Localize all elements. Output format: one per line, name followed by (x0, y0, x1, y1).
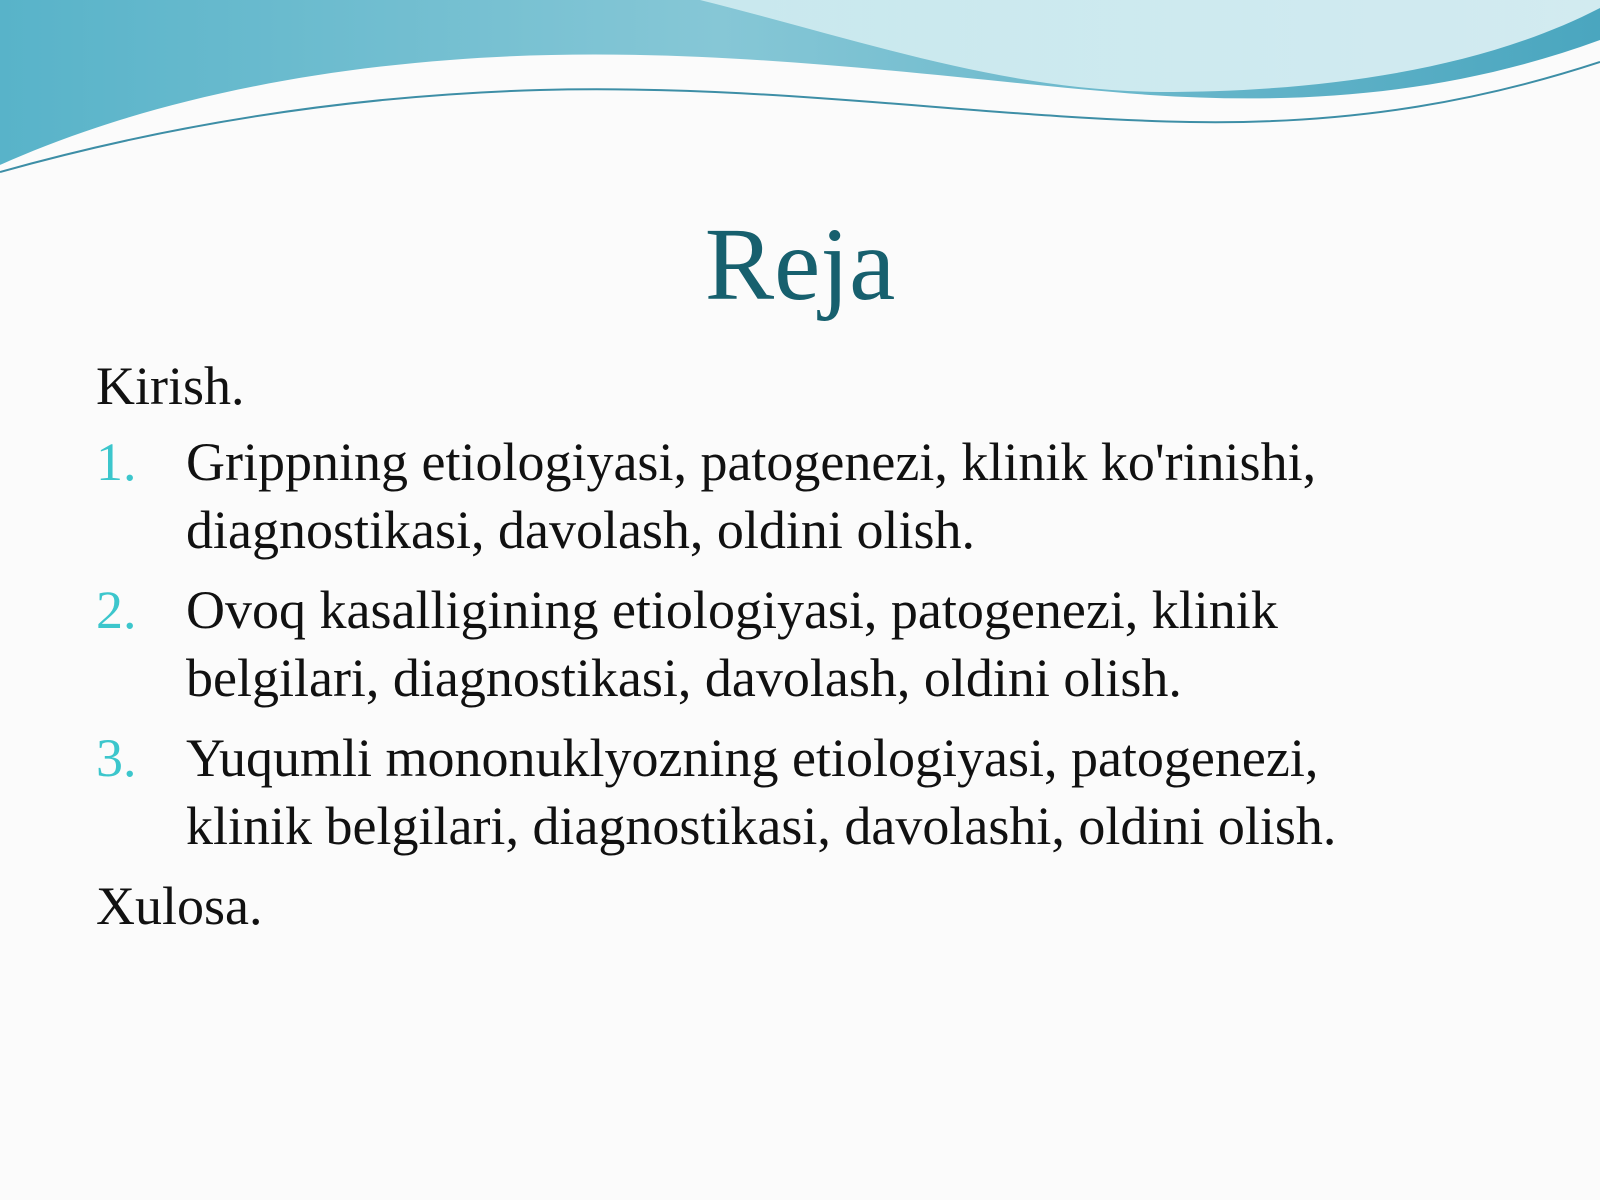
list-number-3: 3. (96, 728, 137, 788)
list-number-2: 2. (96, 580, 137, 640)
list-item-3-line-1: Yuqumli mononuklyozning etiologiyasi, patogenezi, (186, 728, 1319, 788)
wave-header-decoration (0, 0, 1600, 200)
list-item-1-line-1: Grippning etiologiyasi, patogenezi, klinik ko'rinishi, (186, 432, 1317, 492)
list-item-3 (96, 724, 1536, 860)
list-item-1-line-2: diagnostikasi, davolash, oldini olish. (186, 500, 975, 560)
list-item-1 (96, 428, 1536, 564)
list-number-1: 1. (96, 432, 137, 492)
list-item-2 (96, 576, 1536, 712)
list-item-3-line-2: klinik belgilari, diagnostikasi, davolashi, oldini olish. (186, 796, 1337, 856)
conclusion-text: Xulosa. (96, 876, 263, 936)
intro-text: Kirish. (96, 356, 245, 416)
list-item-2-line-1: Ovoq kasalligining etiologiyasi, patogenezi, klinik (186, 580, 1278, 640)
list-item-2-line-2: belgilari, diagnostikasi, davolash, oldini olish. (186, 648, 1182, 708)
slide-title: Reja (704, 207, 896, 322)
slide-body (96, 352, 1536, 940)
